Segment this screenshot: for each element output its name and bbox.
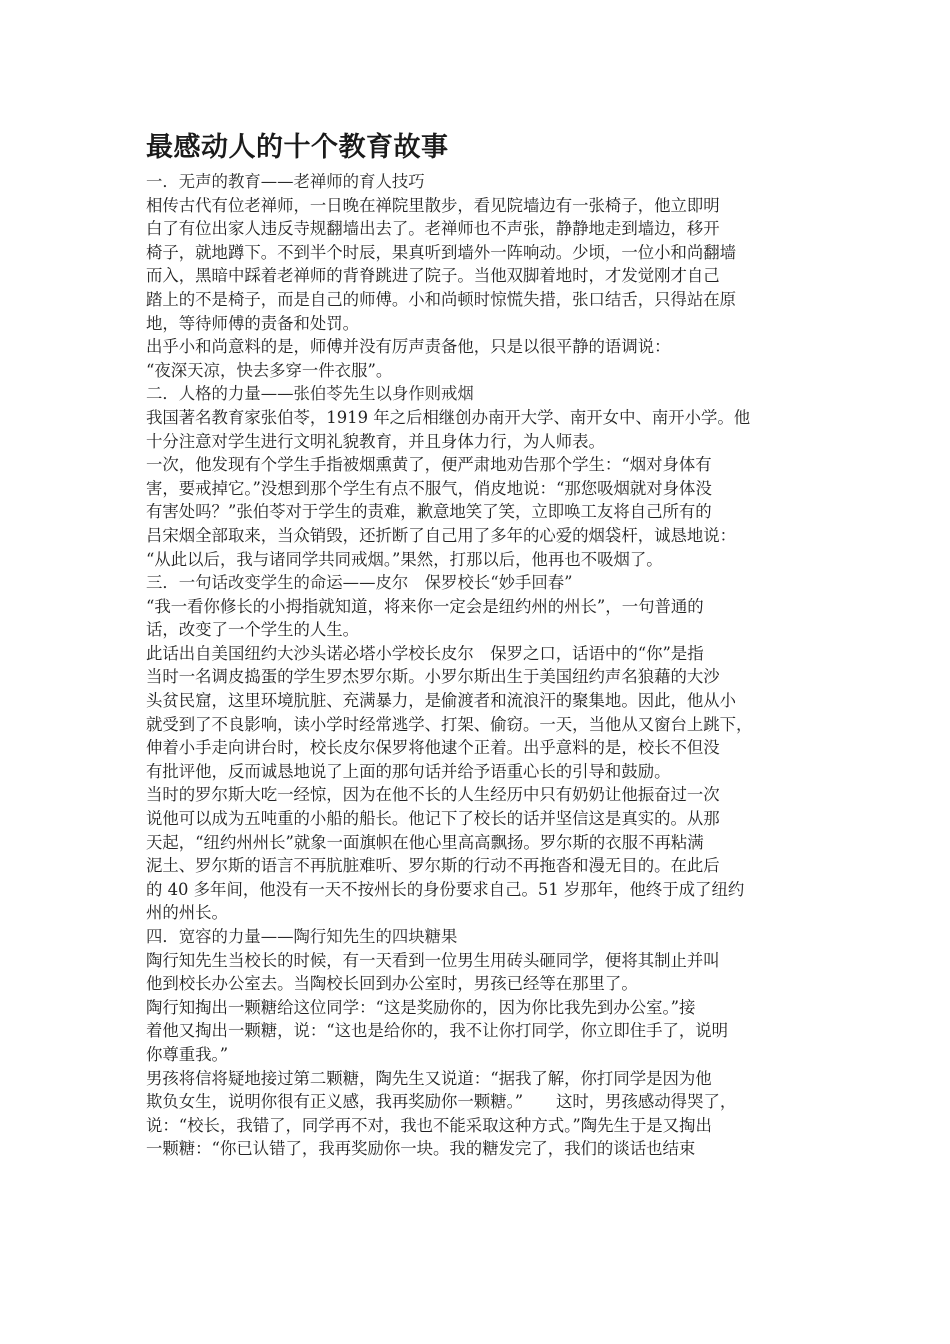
paragraph-line: 说他可以成为五吨重的小船的船长。他记下了校长的话并坚信这是真实的。从那 [146,809,720,829]
paragraph-line: “我一看你修长的小拇指就知道，将来你一定会是纽约州的州长”，一句普通的 [146,596,704,616]
paragraph-line: 就受到了不良影响，读小学时经常逃学、打架、偷窃。一天，当他从又窗台上跳下， [146,714,753,734]
paragraph-line: 州的州长。 [146,903,228,923]
paragraph-line: 此话出自美国纽约大沙头诺必塔小学校长皮尔 保罗之口，话语中的“你”是指 [146,643,704,663]
paragraph-line: 陶行知掏出一颗糖给这位同学：“这是奖励你的，因为你比我先到办公室。”接 [146,997,696,1017]
document-page [146,128,809,1161]
section-heading: 一．无声的教育——老禅师的育人技巧 [146,172,425,191]
section-heading: 三．一句话改变学生的命运——皮尔 保罗校长“妙手回春” [146,573,573,593]
section-heading: 二．人格的力量——张伯苓先生以身作则戒烟 [146,384,474,404]
paragraph-line: 地，等待师傅的责备和处罚。 [146,313,360,333]
paragraph-line: 陶行知先生当校长的时候，有一天看到一位男生用砖头砸同学，便将其制止并叫 [146,950,720,970]
paragraph-line: 你尊重我。” [146,1044,229,1064]
paragraph-line: 出乎小和尚意料的是，师傅并没有厉声责备他，只是以很平静的语调说： [146,337,671,357]
paragraph-line: 相传古代有位老禅师，一日晚在禅院里散步，看见院墙边有一张椅子，他立即明 [146,195,720,215]
paragraph-line: 泥土、罗尔斯的语言不再肮脏难听、罗尔斯的行动不再拖沓和漫无目的。在此后 [146,856,720,876]
paragraph-line: 十分注意对学生进行文明礼貌教育，并且身体力行，为人师表。 [146,431,605,451]
paragraph-line: 我国著名教育家张伯苓，1919 年之后相继创办南开大学、南开女中、南开小学。他 [146,407,751,427]
document-body [146,170,809,1161]
paragraph-line: 有害处吗？”张伯苓对于学生的责难，歉意地笑了笑，立即唤工友将自己所有的 [146,502,712,522]
paragraph-line: 他到校长办公室去。当陶校长回到办公室时，男孩已经等在那里了。 [146,974,638,994]
paragraph-line: 一次，他发现有个学生手指被烟熏黄了，便严肃地劝告那个学生：“烟对身体有 [146,455,712,475]
paragraph-line: 说：“校长，我错了，同学再不对，我也不能采取这种方式。”陶先生于是又掏出 [146,1115,712,1135]
paragraph-line: 吕宋烟全部取来，当众销毁，还折断了自己用了多年的心爱的烟袋杆，诚恳地说： [146,525,737,545]
paragraph-line: 头贫民窟，这里环境肮脏、充满暴力，是偷渡者和流浪汗的聚集地。因此，他从小 [146,691,737,711]
paragraph-line: “夜深天凉，快去多穿一件衣服”。 [146,360,393,380]
paragraph-line: “从此以后，我与诸同学共同戒烟。”果然，打那以后，他再也不吸烟了。 [146,549,663,569]
paragraph-line: 白了有位出家人违反寺规翻墙出去了。老禅师也不声张，静静地走到墙边，移开 [146,219,720,239]
paragraph-line: 有批评他，反而诚恳地说了上面的那句话并给予语重心长的引导和鼓励。 [146,761,671,781]
paragraph-line: 男孩将信将疑地接过第二颗糖，陶先生又说道：“据我了解，你打同学是因为他 [146,1068,712,1088]
paragraph-line: 的 40 多年间，他没有一天不按州长的身份要求自己。51 岁那年，他终于成了纽约 [146,879,745,899]
paragraph-line: 当时的罗尔斯大吃一经惊，因为在他不长的人生经历中只有奶奶让他振奋过一次 [146,785,720,805]
paragraph-line: 踏上的不是椅子，而是自己的师傅。小和尚顿时惊慌失措，张口结舌，只得站在原 [146,289,737,309]
paragraph-line: 一颗糖：“你已认错了，我再奖励你一块。我的糖发完了，我们的谈话也结束 [146,1139,696,1159]
paragraph-line: 话，改变了一个学生的人生。 [146,620,360,640]
paragraph-line: 而入，黑暗中踩着老禅师的背脊跳进了院子。当他双脚着地时，才发觉刚才自己 [146,266,720,286]
paragraph-line: 着他又掏出一颗糖，说：“这也是给你的，我不让你打同学，你立即住手了，说明 [146,1021,729,1041]
paragraph-line: 欺负女生，说明你很有正义感，我再奖励你一颗糖。” 这时，男孩感动得哭了， [146,1092,737,1112]
paragraph-line: 当时一名调皮捣蛋的学生罗杰罗尔斯。小罗尔斯出生于美国纽约声名狼藉的大沙 [146,667,720,687]
paragraph-line: 椅子，就地蹲下。不到半个时辰，果真听到墙外一阵响动。少顷，一位小和尚翻墙 [146,242,737,262]
section-heading: 四．宽容的力量——陶行知先生的四块糖果 [146,927,458,946]
paragraph-line: 天起，“纽约州州长”就象一面旗帜在他心里高高飘扬。罗尔斯的衣服不再粘满 [146,832,704,852]
paragraph-line: 害，要戒掉它。”没想到那个学生有点不服气，俏皮地说：“那您吸烟就对身体没 [146,478,712,498]
document-title: 最感动人的十个教育故事 [146,132,449,163]
paragraph-line: 伸着小手走向讲台时，校长皮尔保罗将他逮个正着。出乎意料的是，校长不但没 [146,738,720,758]
